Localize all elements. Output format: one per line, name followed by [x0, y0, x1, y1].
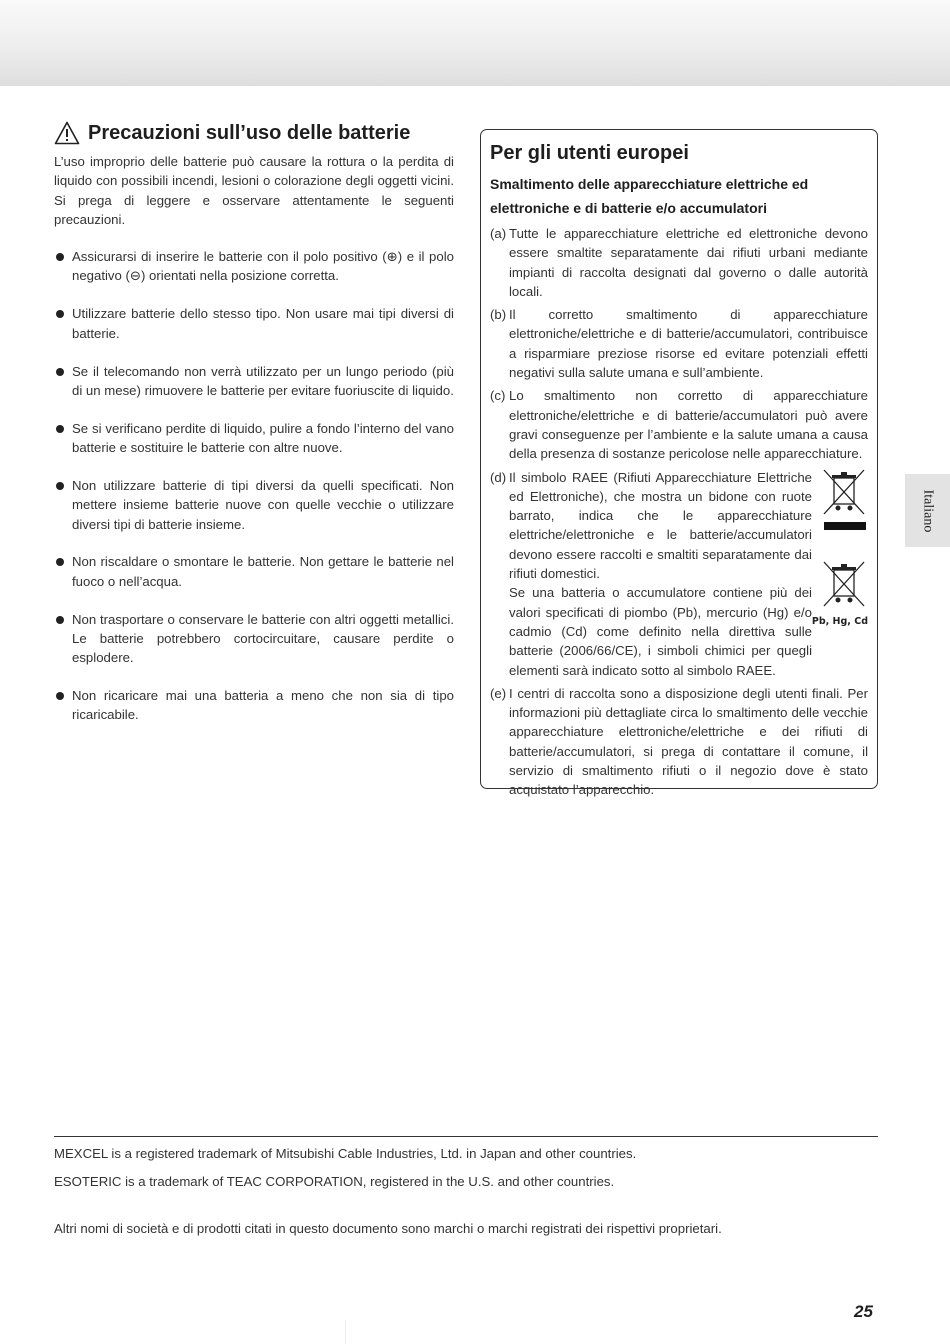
eu-disposal-list [490, 224, 868, 800]
list-item: (e) I centri di raccolta sono a disposizione degli utenti finali. Per informazioni più dettagliate circa lo smaltimento delle vecchie apparecchiature elettroniche/elettriche e dei rifiuti di batterie/accumulatori, si prega di contattare il comune, il servizio di smaltimento rifiuti o il negozio dove è stato acquistato l’apparecchio. [490, 685, 868, 798]
item-marker: (d) [490, 469, 507, 485]
battery-precautions-section [54, 118, 454, 743]
list-item: (d) Il simbolo RAEE (Rifiuti Apparecchiature Elettriche ed Elettroniche), che mostra un bidone con ruote barrato, indica che le apparecchiature elettriche/elettroniche e le batterie/accumulatori devono essere raccolti e smaltiti separatamente dai rifiuti domestici. Se una batteria o accumulatore contiene più dei valori specificati di piombo (Pb), mercurio (Hg) e/o cadmio (Cd) come definito nella direttiva sulle batterie (2006/66/CE), i simboli chimici per quegli elementi sarà indicato sotto al simbolo RAEE. Pb, Hg, Cd [490, 469, 868, 678]
list-item: (b) Il corretto smaltimento di apparecchiature elettroniche/elettriche e di batterie/accumulatori, contribuisce a risparmiare preziose risorse ed evitare potenziali effetti negativi sulla salute umana e sull’ambiente. [490, 307, 868, 381]
warning-triangle-icon [54, 121, 80, 145]
weee-bar-mark [824, 522, 866, 530]
list-item: Non utilizzare batterie di tipi diversi da quelli specificati. Non mettere insieme batterie nuove con quelle vecchie o utilizzare diversi tipi di batterie insieme. [54, 476, 454, 534]
item-marker: (a) [490, 226, 507, 241]
weee-bin-icon [820, 468, 868, 518]
weee-bin-chem-icon [820, 560, 868, 610]
chemical-symbols-label: Pb, Hg, Cd [811, 615, 868, 627]
footer-divider [54, 1136, 878, 1137]
list-item: Non trasportare o conservare le batterie con altri oggetti metallici. Le batterie potrebbero cortocircuitare, causare perdite o esplodere. [54, 610, 454, 668]
trademark-note-mexcel: MEXCEL is a registered trademark of Mitsubishi Cable Industries, Ltd. in Japan and other countries. [54, 1146, 637, 1161]
eu-section-subtitle: Smaltimento delle apparecchiature elettriche ed elettroniche e di batterie e/o accumulatori [490, 176, 809, 216]
list-item: (a) Tutte le apparecchiature elettriche ed elettroniche devono essere smaltite separatamente dai rifiuti urbani mediante impianti di raccolta designati dal governo o dalle autorità locali. [490, 226, 868, 299]
list-item: Assicurarsi di inserire le batterie con il polo positivo (⊕) e il polo negativo (⊖) orientati nella posizione corretta. [54, 247, 454, 286]
language-tab [905, 474, 950, 547]
list-item: Non ricaricare mai una batteria a meno che non sia di tipo ricaricabile. [54, 686, 454, 725]
trademark-note-others: Altri nomi di società e di prodotti citati in questo documento sono marchi o marchi registrati dei rispettivi proprietari. [54, 1221, 722, 1236]
item-marker: (b) [490, 307, 507, 323]
battery-section-title: Precauzioni sull’uso delle batterie [88, 121, 411, 144]
minus-pole-symbol: ⊖ [129, 268, 141, 284]
item-marker: (e) [490, 685, 507, 701]
plus-pole-symbol: ⊕ [386, 249, 398, 265]
list-item: (c) Lo smaltimento non corretto di apparecchiature elettroniche/elettriche e di batterie/accumulatori può avere gravi conseguenze per l’ambiente e la salute umana a causa della presenza di sostanze pericolose nelle apparecchiature. [490, 388, 868, 462]
page-number: 25 [854, 1302, 873, 1321]
header-band [0, 0, 950, 86]
page-gutter-line [345, 1320, 346, 1344]
battery-intro-text: L’uso improprio delle batterie può causare la rottura o la perdita di liquido con possibili incendi, lesioni o colorazione degli oggetti vicini. Si prega di leggere e osservare attentamente le seguenti precauzioni. [54, 154, 454, 227]
list-item: Non riscaldare o smontare le batterie. Non gettare le batterie nel fuoco o nell’acqua. [54, 552, 454, 591]
language-tab-label: Italiano [920, 489, 936, 532]
list-item: Se il telecomando non verrà utilizzato per un lungo periodo (più di un mese) rimuovere le batterie per evitare fuoriuscite di liquido. [54, 362, 454, 401]
eu-users-box [480, 129, 878, 798]
battery-section-heading [54, 118, 454, 148]
trademark-note-esoteric: ESOTERIC is a trademark of TEAC CORPORATION, registered in the U.S. and other countries. [54, 1174, 615, 1189]
item-marker: (c) [490, 388, 506, 404]
eu-section-title: Per gli utenti europei [490, 142, 689, 164]
list-item: Se si verificano perdite di liquido, pulire a fondo l’interno del vano batterie e sostituire le batterie con altre nuove. [54, 419, 454, 458]
list-item: Utilizzare batterie dello stesso tipo. Non usare mai tipi diversi di batterie. [54, 304, 454, 343]
battery-precaution-list [54, 247, 454, 725]
